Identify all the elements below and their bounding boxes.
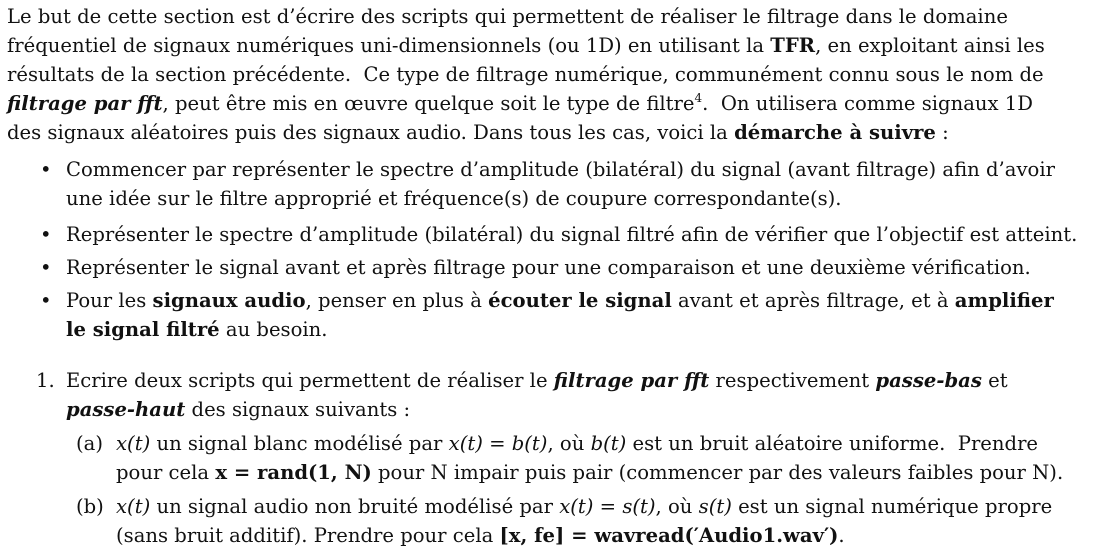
intro-text: , peut être mis en œuvre quelque soit le type de filtre [162, 92, 695, 115]
intro-line-2 [7, 33, 1045, 59]
item-text: pour cela [116, 461, 216, 484]
math-equals: = [482, 432, 512, 455]
item-text: respectivement [709, 369, 876, 392]
bullet-text: au besoin. [219, 318, 328, 341]
math-x: x(t) [116, 432, 151, 455]
bullet-marker: • [40, 223, 52, 246]
subitem-a-line-2 [116, 460, 1063, 486]
bullet-text: Pour les [66, 289, 153, 312]
subitem-a-label: (a) [76, 432, 103, 455]
item-number: 1. [36, 369, 55, 392]
filtrage-par-fft-term: filtrage par fft [553, 369, 710, 392]
filtrage-par-fft-term: filtrage par fft [7, 92, 163, 115]
math-x: x(t) [116, 495, 151, 518]
intro-text: fréquentiel de signaux numériques uni-dimensionnels (ou 1D) en utilisant la [7, 34, 771, 57]
math-b: b(t) [511, 432, 548, 455]
bullet-1-line-1 [66, 157, 1055, 183]
tfr-term: TFR [770, 34, 816, 57]
subitem-b-line-2 [116, 523, 845, 549]
bullet-text: une idée sur le filtre approprié et fréquence(s) de coupure correspondante(s). [66, 187, 842, 210]
math-x: x(t) [448, 432, 483, 455]
item-text: pour N impair puis pair (commencer par des valeurs faibles pour N). [371, 461, 1064, 484]
item-text: (sans bruit additif). Prendre pour cela [116, 524, 500, 547]
intro-text: résultats de la section précédente. Ce type de filtrage numérique, communément connu sous le nom de [7, 63, 1044, 86]
subitem-b-line-1 [116, 494, 1052, 520]
footnote-marker: 4 [694, 91, 703, 105]
ecouter-term: écouter le signal [488, 289, 672, 312]
bullet-marker: • [40, 256, 52, 279]
bullet-marker: • [40, 158, 52, 181]
bullet-marker: • [40, 289, 52, 312]
intro-text: des signaux aléatoires puis des signaux audio. Dans tous les cas, voici la [7, 121, 735, 144]
intro-line-1 [7, 4, 1083, 30]
subitem-b-label: (b) [76, 495, 104, 518]
item-1-line-2 [66, 397, 410, 423]
math-s: s(t) [698, 495, 732, 518]
bullet-1-line-2 [66, 186, 842, 212]
demarche-term: démarche à suivre [734, 121, 936, 144]
item-text: . [838, 524, 845, 547]
bullet-4-line-1 [66, 288, 1054, 314]
item-text: Ecrire deux scripts qui permettent de réaliser le [66, 369, 554, 392]
intro-text: : [935, 121, 949, 144]
amplifier-term: amplifier [954, 289, 1054, 312]
signaux-audio-term: signaux audio [152, 289, 306, 312]
intro-line-3 [7, 62, 1044, 88]
item-text: est un signal numérique propre [731, 495, 1053, 518]
bullet-2 [66, 222, 1077, 248]
bullet-text: , penser en plus à [305, 289, 489, 312]
rand-command: x = rand(1, N) [215, 461, 372, 484]
subitem-a-line-1 [116, 431, 1038, 457]
item-text: , où [547, 432, 591, 455]
intro-text: , en exploitant ainsi les [815, 34, 1045, 57]
bullet-text: avant et après filtrage, et à [671, 289, 955, 312]
intro-text: . On utilisera comme signaux 1D [702, 92, 1033, 115]
passe-bas-term: passe-bas [875, 369, 982, 392]
item-text: , où [655, 495, 699, 518]
math-x: x(t) [559, 495, 594, 518]
item-text: un signal audio non bruité modélisé par [150, 495, 560, 518]
intro-line-4 [7, 91, 1033, 117]
wavread-command: [x, fe] = wavread(′Audio1.wav′) [499, 524, 839, 547]
math-b: b(t) [590, 432, 627, 455]
item-text: est un bruit aléatoire uniforme. Prendre [626, 432, 1039, 455]
math-s: s(t) [622, 495, 656, 518]
item-1-line-1 [66, 368, 1008, 394]
item-text: des signaux suivants : [185, 398, 411, 421]
item-text: un signal blanc modélisé par [150, 432, 449, 455]
math-equals: = [593, 495, 623, 518]
bullet-4-line-2 [66, 317, 328, 343]
bullet-text: Représenter le signal avant et après filtrage pour une comparaison et une deuxième vérification. [66, 256, 1031, 279]
signal-filtre-term: le signal filtré [66, 318, 220, 341]
intro-text: Le but de cette section est d’écrire des scripts qui permettent de réaliser le filtrage dans le domaine [7, 5, 1008, 28]
passe-haut-term: passe-haut [66, 398, 186, 421]
bullet-text: Commencer par représenter le spectre d’amplitude (bilatéral) du signal (avant filtrage) afin d’avoir [66, 158, 1055, 181]
intro-line-5 [7, 120, 949, 146]
bullet-3 [66, 255, 1031, 281]
item-text: et [981, 369, 1008, 392]
bullet-text: Représenter le spectre d’amplitude (bilatéral) du signal filtré afin de vérifier que l’objectif est atteint. [66, 223, 1078, 246]
